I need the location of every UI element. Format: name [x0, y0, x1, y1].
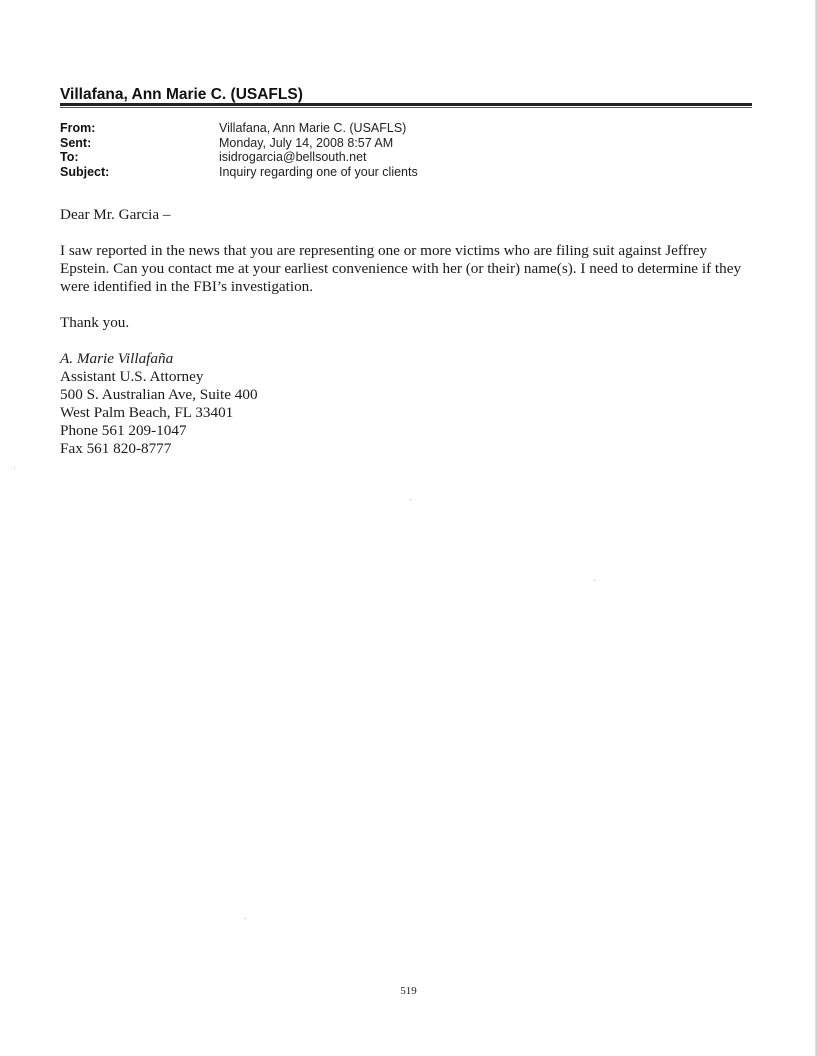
email-body-paragraph: I saw reported in the news that you are representing one or more victims who are filing suit against Jeffrey Epstein. Can you contact me at your earliest convenience with her (or their) name(s). I need to determine if they were identified in the FBI’s investigation.: [60, 242, 742, 295]
scan-speck: [594, 580, 595, 581]
email-greeting: Dear Mr. Garcia –: [60, 206, 171, 223]
signature-address-line2: West Palm Beach, FL 33401: [60, 404, 234, 421]
signature-name: A. Marie Villafaña: [60, 350, 174, 367]
meta-row-to: [60, 150, 418, 165]
meta-row-subject: [60, 165, 418, 180]
signature-address-line1: 500 S. Australian Ave, Suite 400: [60, 386, 258, 403]
sent-label: Sent:: [60, 135, 92, 150]
from-value: Villafana, Ann Marie C. (USAFLS): [219, 121, 407, 135]
signature-phone: Phone 561 209-1047: [60, 422, 187, 439]
email-signature: [60, 350, 258, 458]
page-number: 519: [400, 985, 417, 997]
signature-fax: Fax 561 820-8777: [60, 440, 172, 457]
header-divider-thin: [60, 107, 752, 108]
header-divider: [60, 103, 752, 106]
subject-label: Subject:: [60, 164, 110, 179]
to-value: isidrogarcia@bellsouth.net: [219, 150, 367, 164]
email-metadata: [60, 121, 418, 179]
from-label: From:: [60, 121, 96, 135]
email-closing: Thank you.: [60, 314, 130, 331]
meta-row-sent: [60, 136, 418, 151]
email-header-name: Villafana, Ann Marie C. (USAFLS): [60, 86, 303, 103]
sent-value: Monday, July 14, 2008 8:57 AM: [219, 135, 394, 150]
scan-speck: [410, 499, 411, 500]
signature-title: Assistant U.S. Attorney: [60, 368, 204, 385]
meta-row-from: [60, 121, 418, 136]
scan-speck: [14, 467, 15, 468]
scan-speck: [245, 918, 246, 919]
to-label: To:: [60, 150, 79, 164]
subject-value: Inquiry regarding one of your clients: [219, 164, 418, 179]
